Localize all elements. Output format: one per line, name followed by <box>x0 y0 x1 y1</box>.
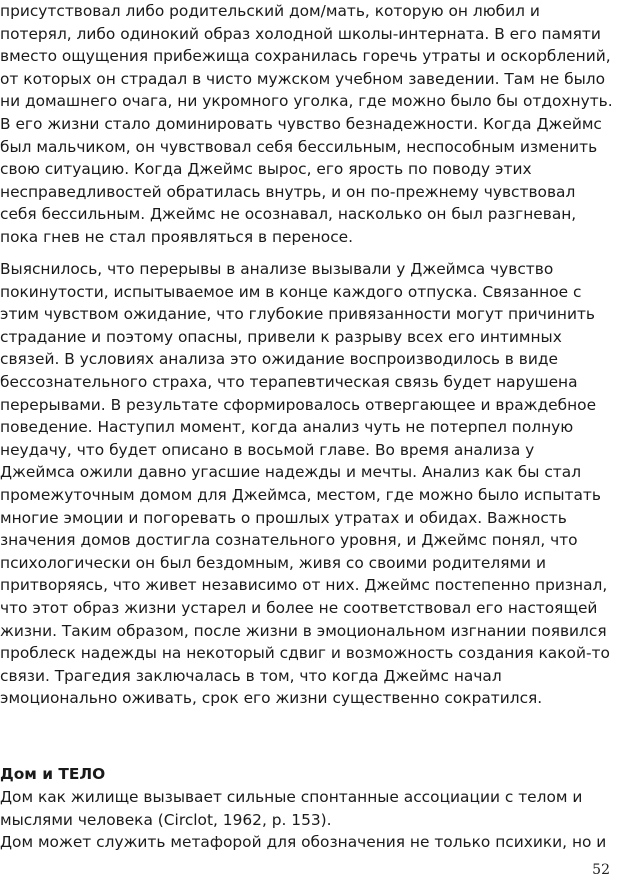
text-line: перерывами. В результате сформировалось отвергающее и враждебное <box>0 395 597 414</box>
text-line: многие эмоции и погоревать о прошлых утратах и обидах. Важность <box>0 508 567 527</box>
paragraph-3 <box>0 786 606 854</box>
text-line: связи. Трагедия заключалась в том, что когда Джеймс начал <box>0 666 502 685</box>
section-heading: Дом и ТЕЛО <box>0 765 106 783</box>
text-line: покинутости, испытываемое им в конце каждого отпуска. Связанное с <box>0 282 582 301</box>
text-line: этим чувством ожидание, что глубокие привязанности могут причинить <box>0 305 595 324</box>
text-line: В его жизни стало доминировать чувство безнадежности. Когда Джеймс <box>0 114 602 133</box>
text-line: вместо ощущения прибежища сохранилась горечь утраты и оскорблений, <box>0 47 611 66</box>
text-line: себя бессильным. Джеймс не осознавал, насколько он был разгневан, <box>0 205 577 224</box>
text-line: потерял, либо одинокий образ холодной школы-интерната. В его памяти <box>0 24 601 43</box>
text-line: неудачу, что будет описано в восьмой главе. Во время анализа у <box>0 440 535 459</box>
paragraph-1 <box>0 0 613 249</box>
text-line: Выяснилось, что перерывы в анализе вызывали у Джеймса чувство <box>0 260 554 278</box>
text-line: свою ситуацию. Когда Джеймс вырос, его ярость по поводу этих <box>0 160 532 179</box>
paragraph-2 <box>0 258 610 710</box>
text-line: связей. В условиях анализа это ожидание воспроизводилось в виде <box>0 350 558 369</box>
text-line: что этот образ жизни устарел и более не соответствовал его настоящей <box>0 598 598 617</box>
text-line: от которых он страдал в чисто мужском учебном заведении. Там не было <box>0 69 606 88</box>
text-line: Дом может служить метафорой для обозначения не только психики, но и <box>0 833 607 852</box>
text-line: промежуточным домом для Джеймса, местом, где можно было испытать <box>0 485 601 504</box>
text-line: Дом как жилище вызывает сильные спонтанные ассоциации с телом и <box>0 788 583 806</box>
text-line: эмоционально оживать, срок его жизни существенно сократился. <box>0 689 543 708</box>
text-line: мыслями человека (Circlot, 1962, p. 153). <box>0 810 332 829</box>
text-line: значения домов достигла сознательного уровня, и Джеймс понял, что <box>0 531 578 550</box>
page-number: 52 <box>592 862 610 878</box>
text-line: пока гнев не стал проявляться в переносе. <box>0 227 354 246</box>
text-line: поведение. Наступил момент, когда анализ чуть не потерпел полную <box>0 418 574 437</box>
text-line: страдание и поэтому опасны, привели к разрыву всех его интимных <box>0 327 562 346</box>
text-line: был мальчиком, он чувствовал себя бессильным, неспособным изменить <box>0 137 598 156</box>
text-line: присутствовал либо родительский дом/мать, которую он любил и <box>0 2 540 20</box>
text-line: жизни. Таким образом, после жизни в эмоциональном изгнании появился <box>0 621 607 640</box>
text-line: притворяясь, что живет независимо от них. Джеймс постепенно признал, <box>0 576 608 595</box>
text-line: психологически он был бездомным, живя со своими родителями и <box>0 553 546 572</box>
text-line: бессознательного страха, что терапевтическая связь будет нарушена <box>0 372 578 391</box>
text-line: ни домашнего очага, ни укромного уголка, где можно было бы отдохнуть. <box>0 92 613 111</box>
text-line: Джеймса ожили давно угасшие надежды и мечты. Анализ как бы стал <box>0 463 582 482</box>
text-line: несправедливостей обратилась внутрь, и он по-прежнему чувствовал <box>0 182 576 201</box>
text-line: проблеск надежды на некоторый сдвиг и возможность создания какой-то <box>0 644 610 663</box>
